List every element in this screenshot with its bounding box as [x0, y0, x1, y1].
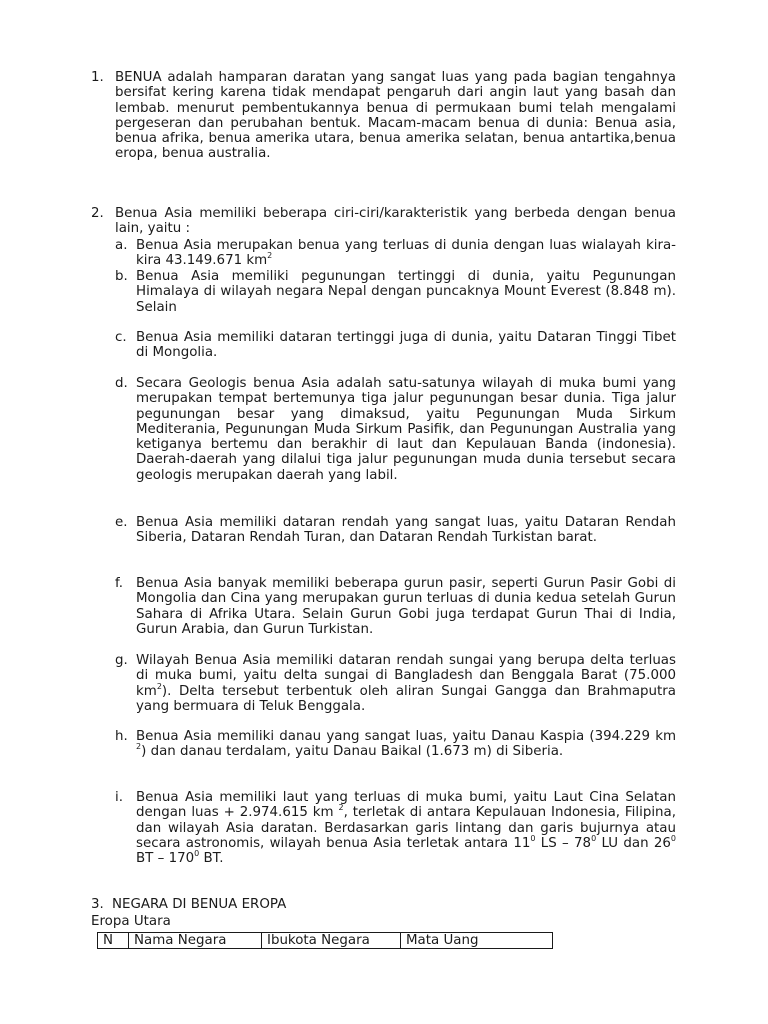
- sublist-item-f: Benua Asia banyak memiliki beberapa gurun pasir, seperti Gurun Pasir Gobi di Mongolia dan Cina yang merupakan gurun terluas di dunia kedua setelah Gurun Sahara di Afrika Utara. Selain Gurun Gobi juga terdapat Gurun Thai di India, Gurun Arabia, dan Gurun Turkistan.: [136, 576, 676, 637]
- sublist-letter: g.: [115, 653, 128, 668]
- countries-table: [97, 932, 553, 949]
- sublist-item-i: Benua Asia memiliki laut yang terluas di muka bumi, yaitu Laut Cina Selatan dengan luas + 2.974.615 km $^2$, terletak di antara Kepulauan Indonesia, Filipina, dan wilayah Asia daratan. Berdasarkan garis lintang dan garis bujurnya atau secara astronomis, wilayah benua Asia terletak antara $11^0$ LS – $78^0$ LU dan $26^0$ BT – $170^0$ BT.: [136, 790, 676, 867]
- sublist-letter: e.: [115, 515, 128, 530]
- header-cell-number: N: [98, 933, 129, 949]
- sublist-item-a: Benua Asia merupakan benua yang terluas di dunia dengan luas wialayah kira-kira 43.149.671 $km^2$: [136, 238, 676, 269]
- sublist-letter: f.: [115, 576, 123, 591]
- sublist-letter: c.: [115, 330, 127, 345]
- sublist-letter: a.: [115, 238, 128, 253]
- table-header-row: [98, 933, 553, 949]
- paragraph-asia-intro: Benua Asia memiliki beberapa ciri-ciri/karakteristik yang berbeda dengan benua lain, yaitu :: [115, 206, 676, 237]
- sublist-item-d: Secara Geologis benua Asia adalah satu-satunya wilayah di muka bumi yang merupakan tempat bertemunya tiga jalur pegunungan besar dunia. Tiga jalur pegunungan besar yang dimaksud, yaitu Pegunungan Muda Sirkum Mediterania, Pegunungan Muda Sirkum Pasifik, dan Pegunungan Australia yang ketiganya bertemu dan berakhir di laut dan Kepulauan Banda (indonesia). Daerah-daerah yang dilalui tiga jalur pegunungan muda dunia tersebut secara geologis merupakan daerah yang labil.: [136, 376, 676, 483]
- section-heading: NEGARA DI BENUA EROPA: [112, 897, 287, 912]
- sublist-item-e: Benua Asia memiliki dataran rendah yang sangat luas, yaitu Dataran Rendah Siberia, Dataran Rendah Turan, dan Dataran Rendah Turkistan barat.: [136, 515, 676, 546]
- header-cell-currency: Mata Uang: [401, 933, 553, 949]
- sublist-item-g: Wilayah Benua Asia memiliki dataran rendah sungai yang berupa delta terluas di muka bumi, yaitu delta sungai di Bangladesh dan Benggala Barat (75.000 $km^2$). Delta tersebut terbentuk oleh aliran Sungai Gangga dan Brahmaputra yang bermuara di Teluk Benggala.: [136, 653, 676, 714]
- list-number: 1.: [91, 70, 104, 85]
- header-cell-country: Nama Negara: [129, 933, 262, 949]
- sublist-item-b: Benua Asia memiliki pegunungan tertinggi di dunia, yaitu Pegunungan Himalaya di wilayah negara Nepal dengan puncaknya Mount Everest (8.848 m). Selain: [136, 269, 676, 315]
- header-cell-capital: Ibukota Negara: [262, 933, 401, 949]
- sublist-letter: h.: [115, 729, 128, 744]
- subheading-eropa-utara: Eropa Utara: [91, 914, 171, 929]
- sublist-item-h: Benua Asia memiliki danau yang sangat luas, yaitu Danau Kaspia (394.229 km $^2$) dan danau terdalam, yaitu Danau Baikal (1.673 m) di Siberia.: [136, 729, 676, 760]
- paragraph-benua-definition: BENUA adalah hamparan daratan yang sangat luas yang pada bagian tengahnya bersifat kering karena tidak mendapat pengaruh dari angin laut yang basah dan lembab. menurut pembentukannya benua di permukaan bumi telah mengalami pergeseran dan perubahan bentuk. Macam-macam benua di dunia: Benua asia, benua afrika, benua amerika utara, benua amerika selatan, benua antartika,benua eropa, benua australia.: [115, 70, 676, 162]
- list-number: 2.: [91, 206, 104, 221]
- sublist-letter: b.: [115, 269, 128, 284]
- sublist-item-c: Benua Asia memiliki dataran tertinggi juga di dunia, yaitu Dataran Tinggi Tibet di Mongolia.: [136, 330, 676, 361]
- sublist-letter: i.: [115, 790, 123, 805]
- list-number: 3.: [91, 897, 104, 912]
- sublist-letter: d.: [115, 376, 128, 391]
